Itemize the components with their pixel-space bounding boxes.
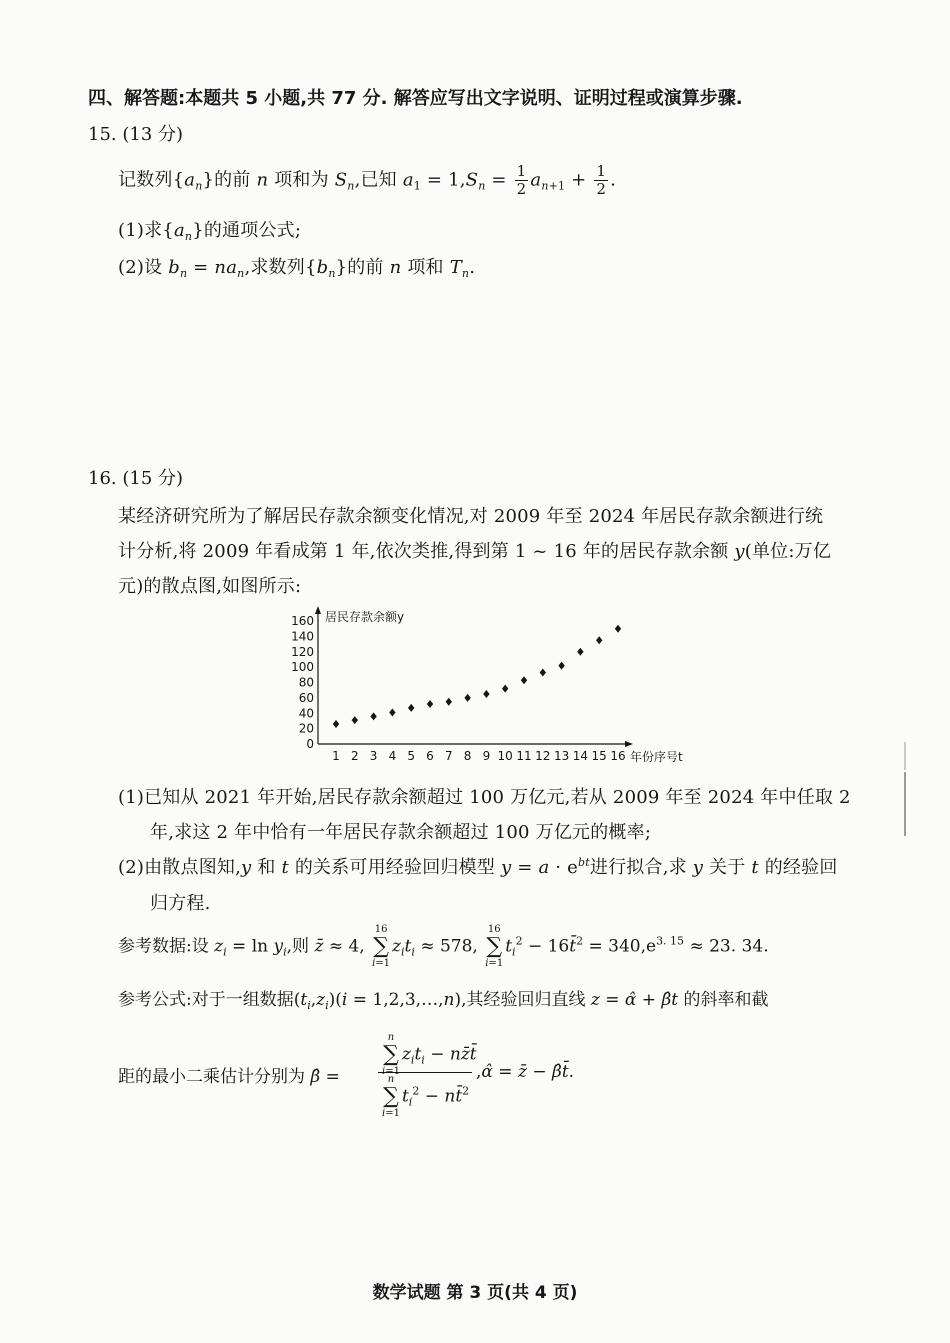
reference-formula-line-1: 参考公式:对于一组数据$(t_i,z_i)(i$ = 1,2,3,…,n),其经验回归直线 z = α̂ + β̂t 的斜率和截	[118, 990, 769, 1012]
q16-part2-text: 的经验回	[764, 857, 838, 878]
y-tick-label: 80	[298, 675, 314, 690]
question-15-stem: 记数列$\{a_n\}$的前 n 项和为 $S_n$,已知 $a_1 = 1,S_n$ = $\frac{1}{2}$ $a_{n+1}$ + $\frac{1}{2}$ .	[118, 162, 617, 198]
q15-part1-text: (1)求{	[118, 220, 174, 241]
x-tick-label: 3	[369, 749, 378, 763]
y-tick-label: 40	[298, 706, 314, 721]
reference-data-text: ≈ 23. 34.	[689, 936, 769, 957]
y-axis-arrow	[315, 606, 321, 614]
x-tick-label: 2	[350, 749, 359, 763]
q16-stem-text: (单位:万亿	[744, 541, 832, 562]
x-axis-arrow	[625, 741, 633, 747]
question-15-header	[88, 120, 183, 146]
scatter-point	[596, 636, 602, 644]
q16-part2-text: 进行拟合,求	[589, 857, 687, 878]
q16-part2-text: (2)由散点图知,	[118, 857, 242, 878]
y-tick-label: 120	[291, 644, 314, 659]
x-tick-label: 12	[535, 749, 551, 763]
scatter-point	[389, 708, 395, 716]
reference-formula-text: )(	[328, 990, 342, 1010]
reference-formula-text: 的斜率和截	[683, 990, 769, 1010]
q16-part2-line-2: 归方程.	[150, 893, 211, 914]
q15-stem-text: ,已知	[354, 169, 397, 191]
summation: 16 ∑ i=1	[485, 924, 504, 969]
summation: 16 ∑ i=1	[372, 924, 391, 969]
x-tick-label: 1	[332, 749, 340, 763]
scatter-point	[408, 704, 414, 712]
q15-stem-text: 项和为	[274, 169, 329, 191]
y-tick-label: 100	[291, 660, 314, 675]
y-tick-label: 20	[298, 721, 314, 736]
q15-part2-text: (2)设	[118, 257, 163, 278]
reference-data-text: ,则	[286, 936, 310, 957]
x-tick-label: 14	[572, 749, 589, 763]
scatter-point	[370, 712, 376, 720]
q16-part2-text: 关于	[709, 857, 746, 878]
x-tick-label: 5	[407, 749, 416, 763]
scatter-point	[521, 676, 527, 684]
q15-part1-text: }的通项公式;	[192, 220, 302, 241]
q16-stem-line-1: 某经济研究所为了解居民存款余额变化情况,对 2009 年至 2024 年居民存款余额进行统	[118, 506, 824, 527]
scatter-point	[615, 625, 621, 633]
page-footer: 数学试题 第 3 页(共 4 页)	[372, 1283, 578, 1303]
reference-formula-text: ),其经验回归直线	[454, 990, 586, 1010]
reference-data-text: = 340,	[588, 936, 646, 957]
fraction: $\frac{1}{2}$	[596, 162, 607, 198]
q15-part2-text: ,求数列{	[244, 257, 317, 278]
reference-data: 参考数据:设 $z_i = \ln y_i$,则 z̄ ≈ 4, 16 ∑ i=1 $z_it_i \approx 578$, 16 ∑ i=1 $t_i^2$ − 16t̄$^2$ = $340,e^{3. 15} \approx 23$. 34.	[118, 924, 769, 969]
section-header: 四、解答题:本题共 5 小题,共 77 分. 解答应写出文字说明、证明过程或演算步骤.	[88, 88, 743, 109]
x-tick-label: 10	[497, 749, 513, 763]
q15-part2-text: 项和	[407, 257, 444, 278]
reference-formula-text: = 1,2,3,…,	[352, 990, 444, 1010]
q16-stem-line-2: 计分析,将 2009 年看成第 1 年,依次类推,得到第 1 ~ 16 年的居民存款余额 y(单位:万亿	[118, 541, 832, 562]
x-tick-label: 4	[388, 749, 397, 763]
q16-part2-text: 的关系可用经验回归模型	[294, 857, 496, 878]
q15-stem-text: = 1,	[426, 169, 466, 191]
question-16-points: (15 分)	[122, 468, 184, 489]
reference-data-text: ≈ 578,	[420, 936, 478, 957]
scatter-point	[352, 716, 358, 724]
question-15-points: (13 分)	[122, 124, 184, 145]
reference-data-label: 参考数据:设	[118, 936, 209, 957]
x-tick-label: 9	[482, 749, 491, 763]
scatter-point	[502, 685, 508, 693]
y-axis-label: 居民存款余额y	[325, 610, 405, 624]
question-16-header	[88, 464, 183, 490]
x-axis-label: 年份序号t	[630, 750, 683, 764]
x-tick-label: 8	[463, 749, 472, 763]
q15-part2-text: }的前	[335, 257, 384, 278]
y-tick-label: 140	[291, 629, 314, 644]
scatter-point	[427, 700, 433, 708]
scatter-point	[464, 694, 470, 702]
q15-stem-text: }的前	[202, 169, 251, 191]
alpha-estimate: ,α̂ = z̄ − β̂t̄.	[476, 1062, 575, 1082]
fraction-denominator: n ∑ i=1 $t_i^2$ − nt̄$^2$	[382, 1074, 470, 1119]
q16-part2-text: 和	[257, 857, 276, 878]
q16-part1-line-2: 年,求这 2 年中恰有一年居民存款余额超过 100 万亿元的概率;	[150, 822, 652, 843]
reference-formula-text: 参考公式:对于一组数据(	[118, 990, 301, 1010]
fraction: $\frac{1}{2}$	[516, 162, 527, 198]
fraction-numerator: n ∑ i=1 $z_it_i$ − nz̄t̄	[382, 1032, 477, 1077]
q16-stem-text: 计分析,将 2009 年看成第 1 年,依次类推,得到第 1 ~ 16 年的居民存款余额	[118, 541, 729, 562]
q16-stem-line-3: 元)的散点图,如图所示:	[118, 576, 302, 597]
reference-formula-text: 距的最小二乘估计分别为	[118, 1067, 305, 1087]
reference-formula-line-2: 距的最小二乘估计分别为 β̂ =	[118, 1067, 340, 1087]
fraction-bar	[378, 1072, 472, 1073]
scatter-chart	[285, 604, 705, 764]
y-tick-label: 160	[291, 614, 314, 628]
x-tick-label: 6	[426, 749, 434, 763]
y-tick-label: 60	[298, 690, 314, 705]
q15-stem-text: 记数列{	[118, 169, 185, 191]
x-tick-label: 11	[516, 749, 532, 763]
x-tick-label: 7	[444, 749, 453, 763]
scatter-point	[558, 662, 564, 670]
question-15-part-1: (1)求$\{a_n\}$的通项公式;	[118, 220, 302, 243]
scatter-point	[540, 669, 546, 677]
y-tick-label: 0	[306, 737, 314, 751]
q16-part1-line-1: (1)已知从 2021 年开始,居民存款余额超过 100 万亿元,若从 2009 年至 2024 年中任取 2	[118, 787, 851, 808]
x-tick-label: 16	[610, 749, 626, 763]
scan-edge-mark	[904, 742, 906, 770]
x-tick-label: 15	[591, 749, 607, 763]
scatter-point	[446, 698, 452, 706]
reference-data-text: ≈ 4,	[328, 936, 365, 957]
scatter-point	[483, 690, 489, 698]
question-15-number: 15.	[88, 124, 117, 145]
q16-part2-line-1: (2)由散点图知,y 和 t 的关系可用经验回归模型 $y = a \cdot e^{bt}$进行拟合,求 y 关于 t 的经验回	[118, 856, 838, 878]
scan-edge-mark	[904, 772, 906, 836]
x-tick-label: 13	[553, 749, 570, 763]
scatter-point	[333, 720, 339, 728]
question-15-part-2: (2)设 $b_n = na_n$,求数列$\{b_n\}$的前 n 项和 $T_n$.	[118, 257, 476, 280]
scatter-point	[577, 648, 583, 656]
question-16-number: 16.	[88, 468, 117, 489]
